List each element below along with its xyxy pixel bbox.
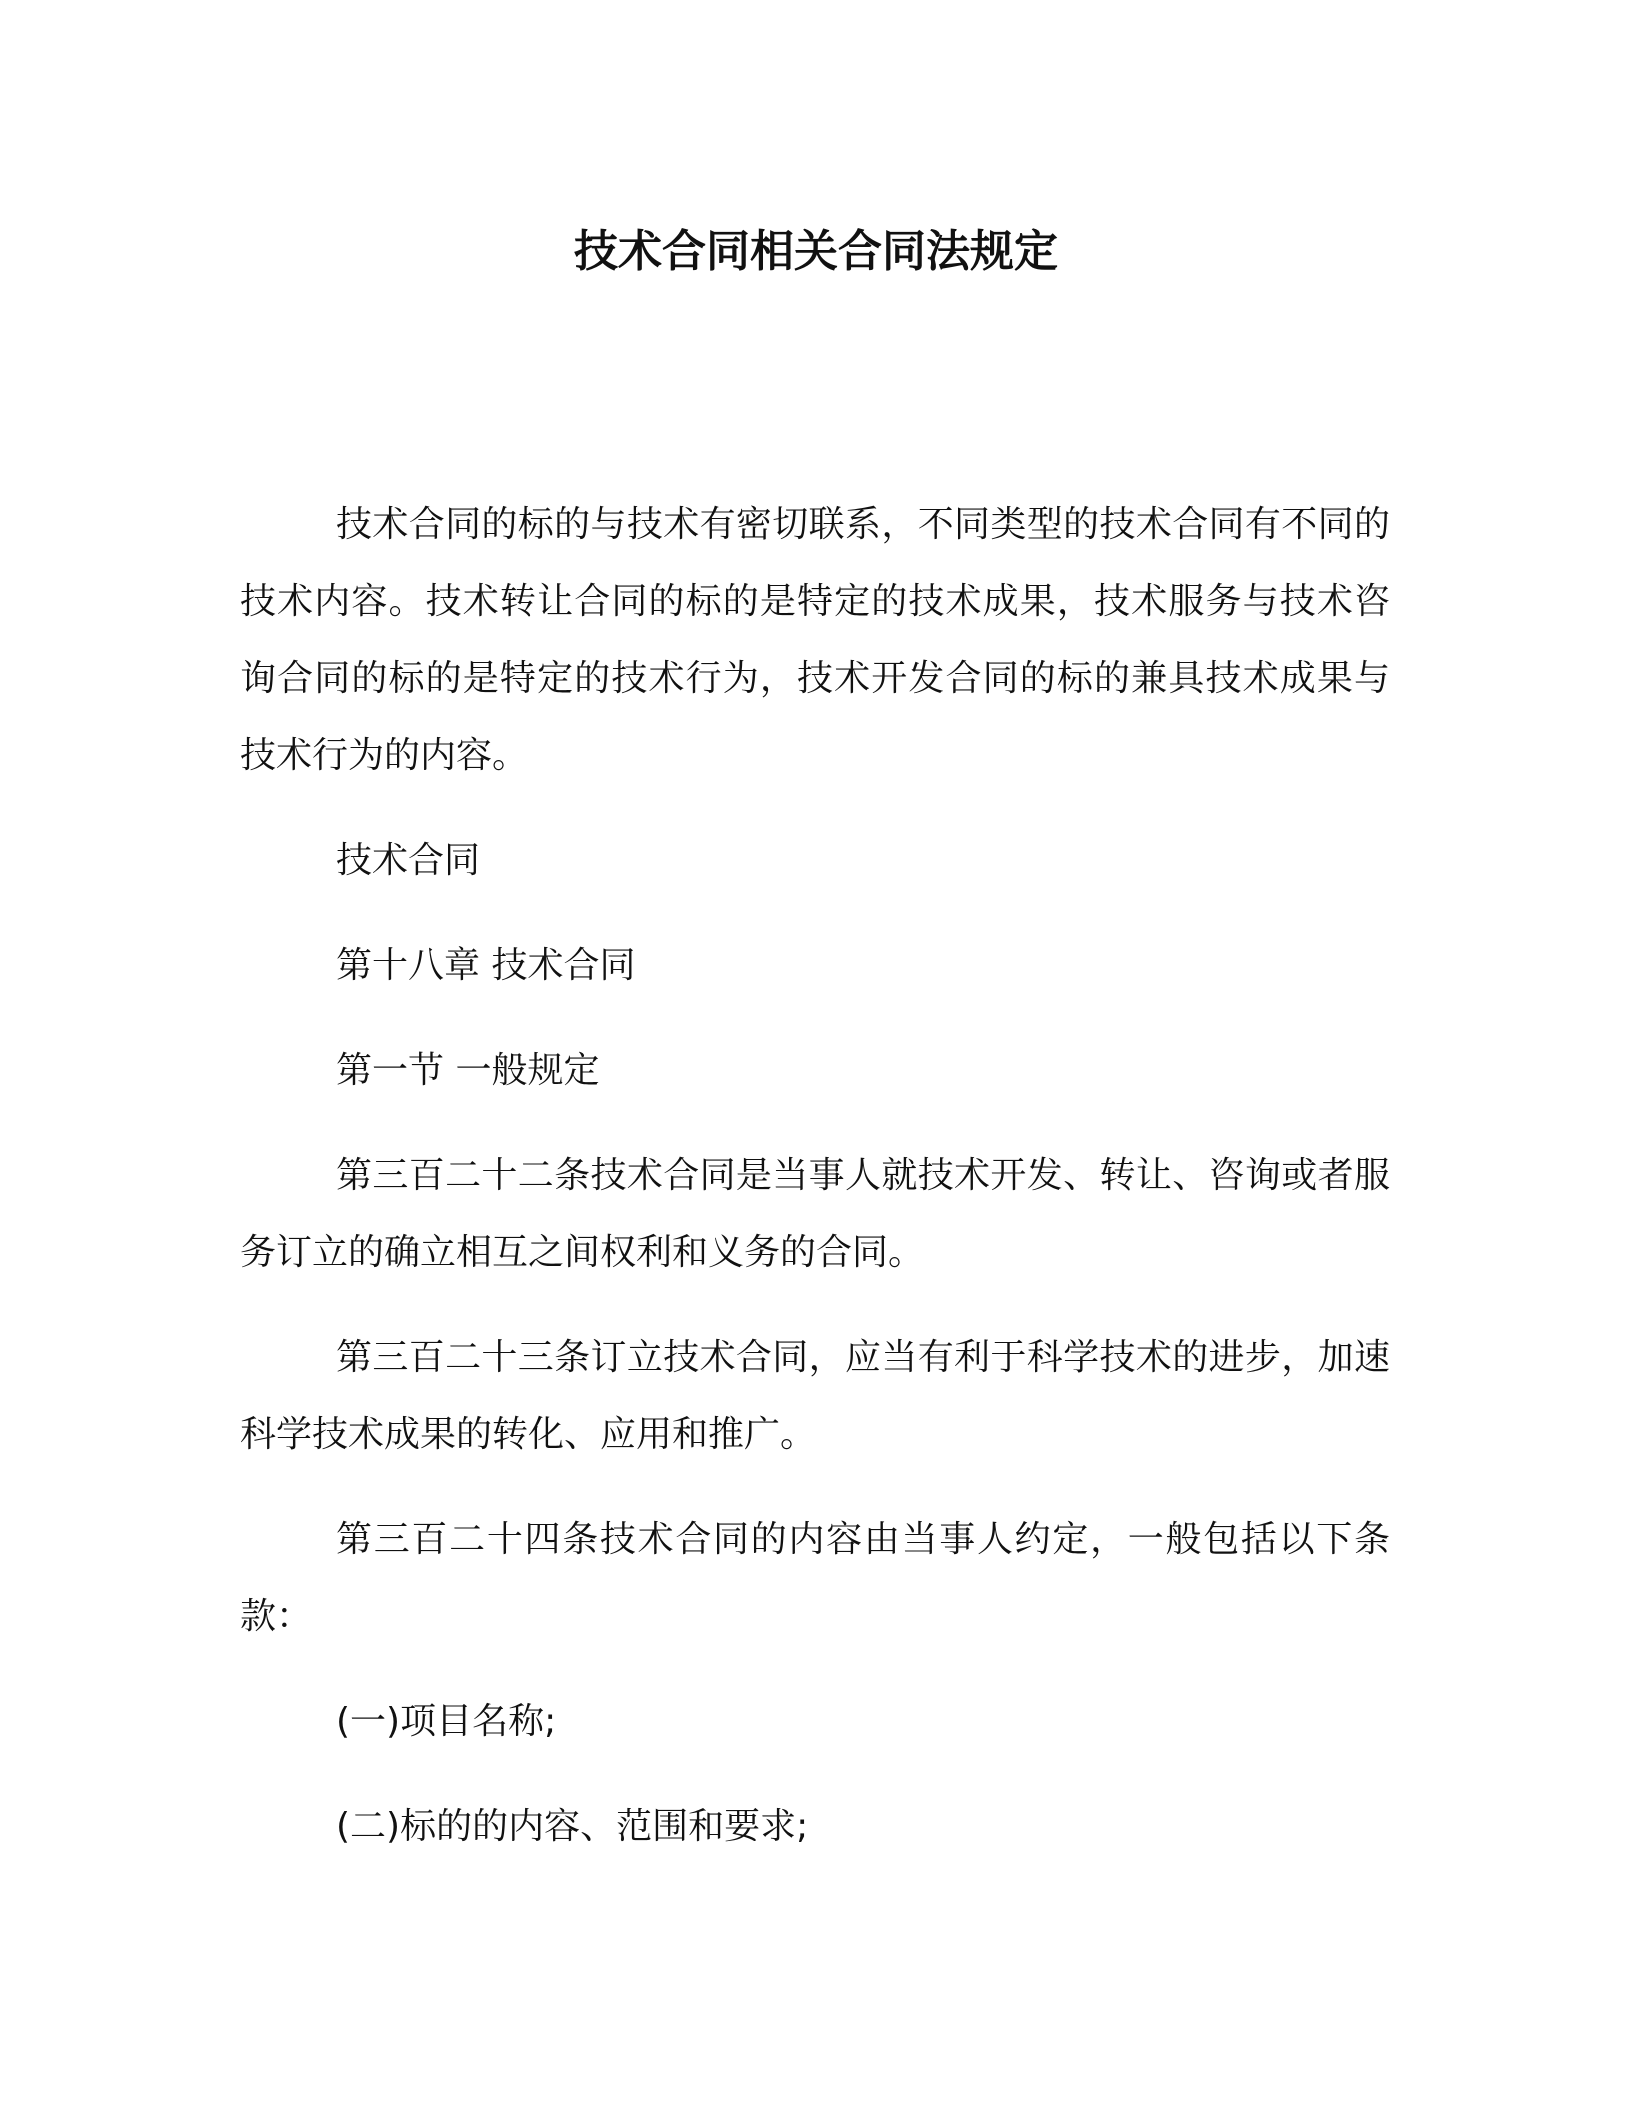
paragraph-chapter-heading: 第十八章 技术合同 — [336, 945, 636, 986]
paragraph-intro: 技术合同的标的与技术有密切联系，不同类型的技术合同有不同的技术内容。技术转让合同的标的是特定的技术成果，技术服务与技术咨询合同的标的是特定的技术行为，技术开发合同的标的兼具技术成果与技术行为的内容。 — [240, 504, 1390, 776]
document-title: 技术合同相关合同法规定 — [574, 226, 1058, 277]
paragraph-article-322: 第三百二十二条技术合同是当事人就技术开发、转让、咨询或者服务订立的确立相互之间权利和义务的合同。 — [240, 1155, 1390, 1273]
list-item-2: (二)标的的内容、范围和要求; — [336, 1806, 809, 1847]
list-item-1: (一)项目名称; — [336, 1701, 557, 1742]
paragraph-heading-technical-contract: 技术合同 — [336, 840, 481, 881]
paragraph-article-324: 第三百二十四条技术合同的内容由当事人约定，一般包括以下条款： — [240, 1519, 1390, 1637]
paragraph-article-323: 第三百二十三条订立技术合同，应当有利于科学技术的进步，加速科学技术成果的转化、应用和推广。 — [240, 1337, 1390, 1455]
paragraph-section-heading: 第一节 一般规定 — [336, 1050, 600, 1091]
document-body — [240, 486, 1390, 1893]
